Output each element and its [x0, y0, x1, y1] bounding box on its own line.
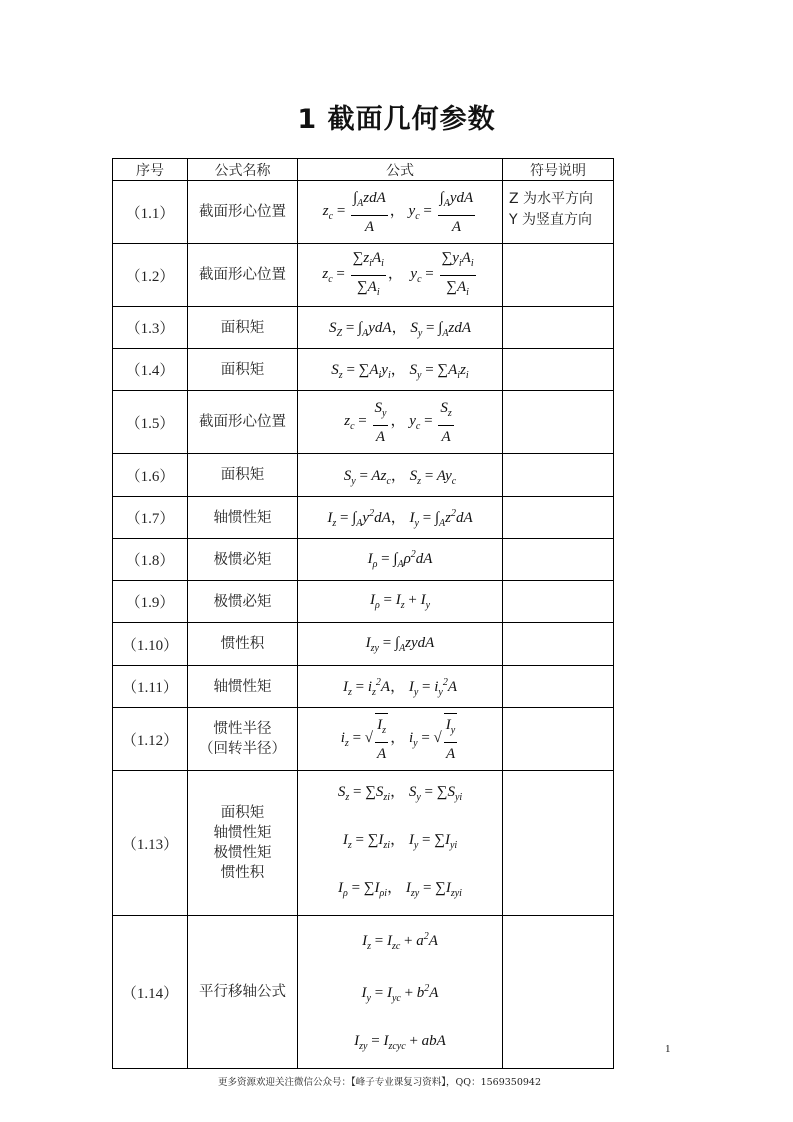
row-notes: [503, 581, 614, 623]
table-row: [113, 916, 614, 1069]
row-name: 平行移轴公式: [188, 916, 298, 1069]
row-formula: [298, 349, 503, 391]
table-row: [113, 454, 614, 497]
name-line: 面积矩: [220, 805, 265, 821]
formula-expression: $I_{zy} = I_{zcyc}$ + abA: [354, 1033, 446, 1052]
row-index: （1.6）: [113, 454, 188, 497]
row-name: 面积矩: [188, 307, 298, 349]
row-index: （1.3）: [113, 307, 188, 349]
row-formula: [298, 454, 503, 497]
row-index: （1.7）: [113, 497, 188, 539]
formula-expression: $i_z$ = √ $\frac{I_z}{A}$ ， $i_y$ = √ $\frac{I_y}{A}$: [341, 730, 460, 746]
formula-expression: $I_\rho = I_z + I_y$: [369, 592, 431, 611]
row-name: 极惯必矩: [188, 581, 298, 623]
row-notes: [503, 771, 614, 916]
table-row: [113, 666, 614, 708]
row-name: 惯性积: [188, 623, 298, 666]
name-line: （回转半径）: [199, 741, 286, 757]
name-line: 惯性积: [220, 865, 265, 881]
row-notes: [503, 244, 614, 307]
formula-expression: $S_y = Az_c$， $S_z = Ay_c$: [343, 467, 457, 487]
row-formula: [298, 708, 503, 771]
table-row: [113, 708, 614, 771]
table-row: [113, 771, 614, 916]
formula-expression: $z_c$ = $\frac{S_y}{A}$ ， $y_c$ = $\frac{S_z}{A}$: [344, 413, 455, 429]
row-formula: [298, 581, 503, 623]
page-number: 1: [665, 1043, 671, 1055]
row-name: 轴惯性矩: [188, 666, 298, 708]
row-formula: [298, 916, 503, 1069]
table-row: [113, 623, 614, 666]
note-line: Y 为竖直方向: [509, 212, 593, 228]
formula-expression: $I_\rho = \sum I_{\rho i}$， $I_{zy} = \sum I_{zyi}$: [338, 880, 462, 899]
formula-expression: $S_z = \sum A_iy_i$， $S_y = \sum A_iz_i$: [331, 362, 469, 381]
row-formula: [298, 181, 503, 244]
header-formula: 公式: [298, 159, 503, 181]
row-name: 截面形心位置: [188, 244, 298, 307]
row-name: 面积矩: [188, 349, 298, 391]
row-formula: [298, 391, 503, 454]
name-line: 轴惯性矩: [213, 825, 272, 841]
formula-expression: $S_z = \sum S_{zi}$， $S_y = \sum S_{yi}$: [337, 784, 463, 803]
row-name: 轴惯性矩: [188, 497, 298, 539]
row-formula: [298, 666, 503, 708]
row-index: （1.10）: [113, 623, 188, 666]
row-notes: [503, 181, 614, 244]
table-row: [113, 391, 614, 454]
row-index: （1.8）: [113, 539, 188, 581]
row-notes: [503, 454, 614, 497]
row-index: （1.4）: [113, 349, 188, 391]
formula-expression: $I_z = I_{zc} + a^2A$: [362, 931, 438, 952]
name-line: 惯性半径: [213, 721, 272, 737]
formula-expression: $I_z = i_z^2A$， $I_y = i_y^2A$: [342, 677, 458, 698]
row-notes: [503, 497, 614, 539]
row-formula: [298, 771, 503, 916]
footer-note: 更多资源欢迎关注微信公众号：【峰子专业课复习资料】，QQ：1569350942: [218, 1077, 542, 1088]
table-header-row: [113, 159, 614, 181]
row-notes: [503, 349, 614, 391]
row-name: [188, 771, 298, 916]
row-notes: [503, 391, 614, 454]
row-index: （1.13）: [113, 771, 188, 916]
row-index: （1.14）: [113, 916, 188, 1069]
row-index: （1.11）: [113, 666, 188, 708]
header-name: 公式名称: [188, 159, 298, 181]
table-row: [113, 497, 614, 539]
row-formula: [298, 497, 503, 539]
row-formula: [298, 623, 503, 666]
formula-expression: $z_c$ = $\frac{\sum z_iA_i}{\sum A_i}$ ， $y_c$ = $\frac{\sum y_iA_i}{\sum A_i}$: [322, 266, 477, 282]
page-title: 1 截面几何参数: [297, 104, 496, 135]
row-index: （1.9）: [113, 581, 188, 623]
row-index: （1.5）: [113, 391, 188, 454]
note-line: Z 为水平方向: [509, 191, 594, 207]
row-name: 面积矩: [188, 454, 298, 497]
row-name: [188, 708, 298, 771]
formula-expression: $I_z = \int_Ay^2dA$， $I_y = \int_Az^2dA$: [327, 508, 473, 529]
row-notes: [503, 307, 614, 349]
row-notes: [503, 666, 614, 708]
row-notes: [503, 708, 614, 771]
row-index: （1.12）: [113, 708, 188, 771]
formula-expression: $I_{zy}$ = $\int_AzydA$: [365, 634, 435, 654]
table-row: [113, 349, 614, 391]
row-name: 极惯必矩: [188, 539, 298, 581]
row-formula: [298, 244, 503, 307]
row-index: （1.2）: [113, 244, 188, 307]
formula-expression: $I_\rho = \int_A\rho^2dA$: [367, 549, 433, 570]
row-notes: [503, 539, 614, 581]
header-index: 序号: [113, 159, 188, 181]
row-notes: [503, 623, 614, 666]
formula-expression: $S_Z = \int_AydA$， $S_y = \int_AzdA$: [329, 320, 471, 339]
header-notes: 符号说明: [503, 159, 614, 181]
row-notes: [503, 916, 614, 1069]
row-formula: [298, 307, 503, 349]
table-row: [113, 539, 614, 581]
table-row: [113, 181, 614, 244]
row-formula: [298, 539, 503, 581]
row-index: （1.1）: [113, 181, 188, 244]
table-row: [113, 581, 614, 623]
row-name: 截面形心位置: [188, 391, 298, 454]
name-line: 极惯性矩: [213, 845, 272, 861]
table-row: [113, 307, 614, 349]
formula-expression: $I_y = I_{yc} + b^2A$: [361, 983, 439, 1004]
formula-expression: $z_c$ = $\frac{\int_AzdA}{A}$ ， $y_c$ = $\frac{\int_AydA}{A}$: [323, 203, 477, 219]
formula-expression: $I_z = \sum I_{zi}$， $I_y = \sum I_{yi}$: [342, 832, 458, 851]
table-row: [113, 244, 614, 307]
formula-table: [112, 158, 614, 1069]
row-name: 截面形心位置: [188, 181, 298, 244]
